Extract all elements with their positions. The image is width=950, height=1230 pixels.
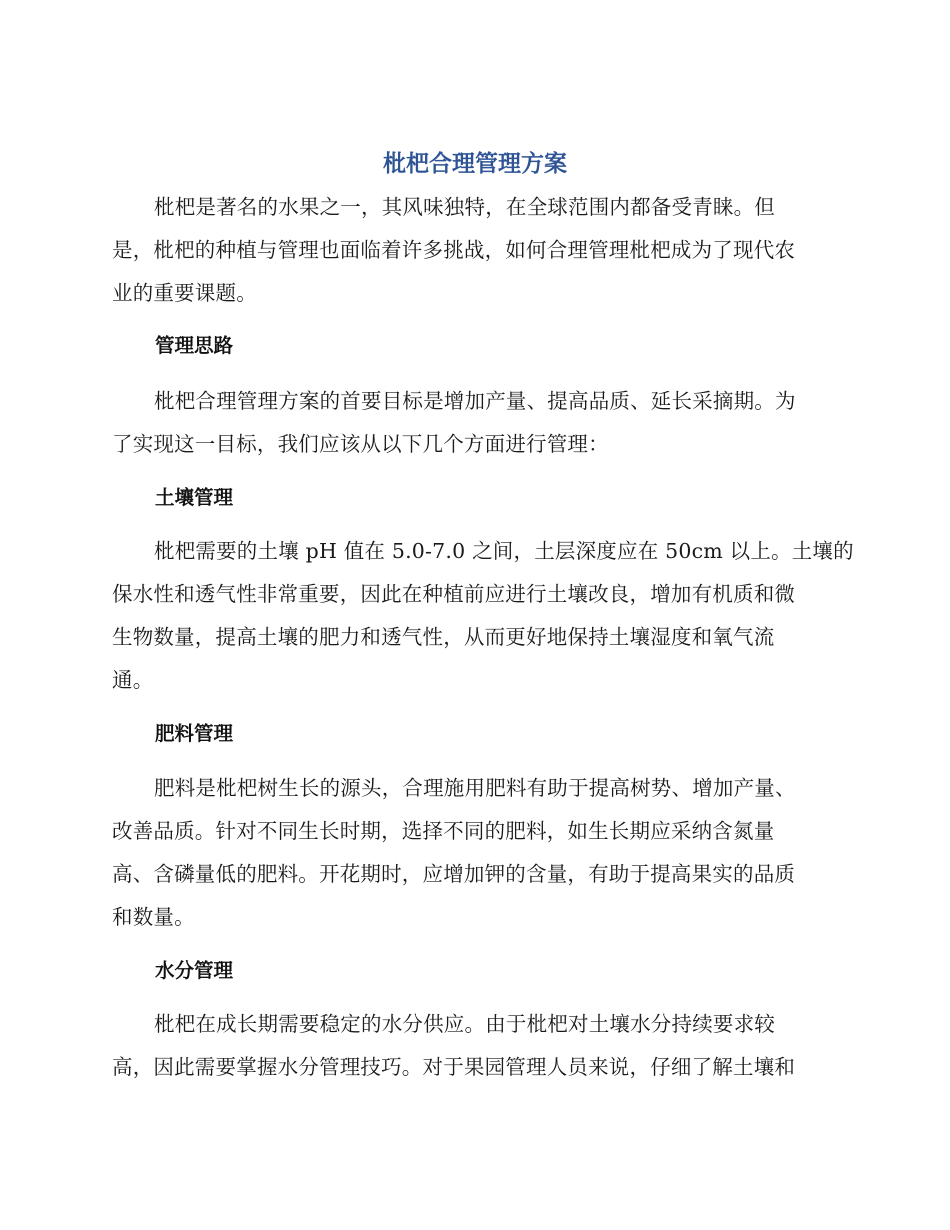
section-heading-fertilizer-management: 肥料管理	[155, 722, 234, 745]
section-paragraph-water-management	[112, 1003, 832, 1089]
paragraph-line: 枇杷是著名的水果之一，其风味独特，在全球范围内都备受青睐。但	[154, 195, 775, 219]
section-heading-water-management: 水分管理	[155, 959, 234, 982]
paragraph-line: 业的重要课题。	[112, 281, 257, 305]
section-paragraph-management-approach	[112, 380, 832, 466]
paragraph-line: 了实现这一目标，我们应该从以下几个方面进行管理：	[112, 432, 609, 456]
paragraph-line: 保水性和透气性非常重要，因此在种植前应进行土壤改良，增加有机质和微	[112, 582, 796, 606]
paragraph-line: 枇杷在成长期需要稳定的水分供应。由于枇杷对土壤水分持续要求较	[154, 1012, 775, 1036]
paragraph-line: 枇杷合理管理方案的首要目标是增加产量、提高品质、延长采摘期。为	[154, 389, 796, 413]
section-paragraph-fertilizer-management	[112, 767, 832, 939]
paragraph-line: 生物数量，提高土壤的肥力和透气性，从而更好地保持土壤湿度和氧气流	[112, 625, 775, 649]
section-paragraph-soil-management	[112, 530, 854, 702]
document-title: 枇杷合理管理方案	[383, 151, 567, 177]
paragraph-line: 通。	[112, 668, 154, 692]
paragraph-line: 改善品质。针对不同生长时期，选择不同的肥料，如生长期应采纳含氮量	[112, 819, 775, 843]
section-heading-management-approach: 管理思路	[155, 334, 234, 357]
intro-paragraph	[112, 186, 832, 315]
paragraph-line: 枇杷需要的土壤 pH 值在 5.0-7.0 之间，土层深度应在 50cm 以上。土壤的	[154, 539, 854, 563]
section-heading-soil-management: 土壤管理	[155, 486, 234, 509]
paragraph-line: 高，因此需要掌握水分管理技巧。对于果园管理人员来说，仔细了解土壤和	[112, 1055, 796, 1079]
paragraph-line: 和数量。	[112, 905, 195, 929]
paragraph-line: 肥料是枇杷树生长的源头，合理施用肥料有助于提高树势、增加产量、	[154, 776, 796, 800]
paragraph-line: 是，枇杷的种植与管理也面临着许多挑战，如何合理管理枇杷成为了现代农	[112, 238, 796, 262]
paragraph-line: 高、含磷量低的肥料。开花期时，应增加钾的含量，有助于提高果实的品质	[112, 862, 796, 886]
